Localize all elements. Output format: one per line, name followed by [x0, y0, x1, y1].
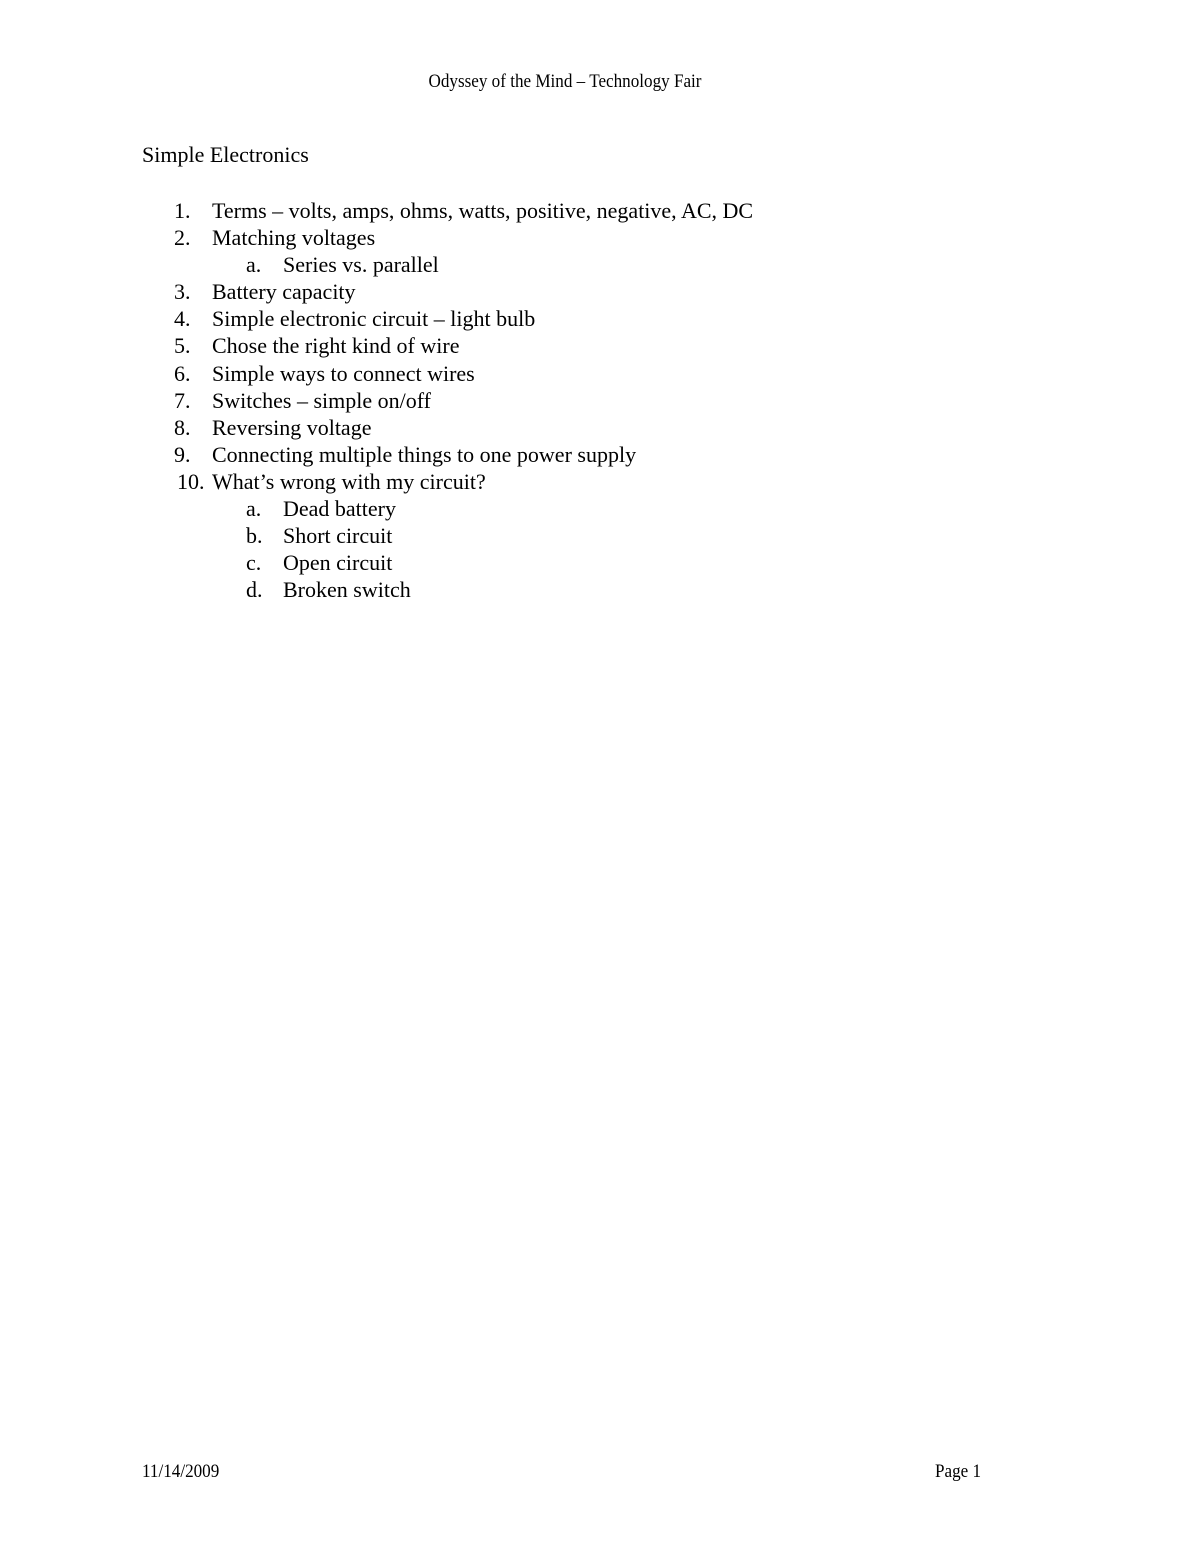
list-item-number: 9. [174, 441, 191, 467]
list-item-number: 8. [174, 414, 191, 440]
list-item-number: 10. [177, 468, 205, 494]
list-item-text: Switches – simple on/off [212, 387, 431, 413]
list-item-number: 5. [174, 333, 191, 359]
list-item-text: Simple ways to connect wires [212, 360, 475, 386]
list-item-text: Matching voltages [212, 225, 376, 251]
sub-list-item-text: Broken switch [283, 577, 411, 603]
sub-list-item-text: Series vs. parallel [283, 252, 439, 278]
list-item-text: Reversing voltage [212, 414, 372, 440]
list-item-number: 1. [174, 198, 191, 223]
list-item-number: 4. [174, 306, 191, 332]
list-item-text: Chose the right kind of wire [212, 333, 460, 359]
sub-list-item-letter: b. [246, 523, 263, 549]
list-item-text: What’s wrong with my circuit? [212, 468, 486, 494]
sub-list-item-text: Short circuit [283, 523, 393, 549]
footer-date: 11/14/2009 [142, 1461, 220, 1482]
list-item-text: Terms – volts, amps, ohms, watts, positive, negative, AC, DC [212, 198, 754, 223]
sub-list-item-letter: a. [246, 496, 262, 522]
list-item-number: 6. [174, 360, 191, 386]
sub-list-item-letter: a. [246, 252, 262, 278]
footer-page-number: Page 1 [935, 1461, 982, 1482]
sub-list-item-text: Dead battery [283, 496, 396, 522]
list-item-number: 2. [174, 225, 191, 251]
sub-list-item-letter: d. [246, 577, 263, 603]
list-item-number: 7. [174, 387, 191, 413]
page-header: Odyssey of the Mind – Technology Fair [428, 71, 702, 92]
list-item-text: Simple electronic circuit – light bulb [212, 306, 536, 332]
sub-list-item-letter: c. [246, 550, 262, 576]
sub-list-item-text: Open circuit [283, 550, 393, 576]
list-item-number: 3. [174, 279, 191, 305]
list-item-text: Connecting multiple things to one power supply [212, 441, 637, 467]
document-heading: Simple Electronics [142, 142, 309, 167]
list-item-text: Battery capacity [212, 279, 356, 305]
